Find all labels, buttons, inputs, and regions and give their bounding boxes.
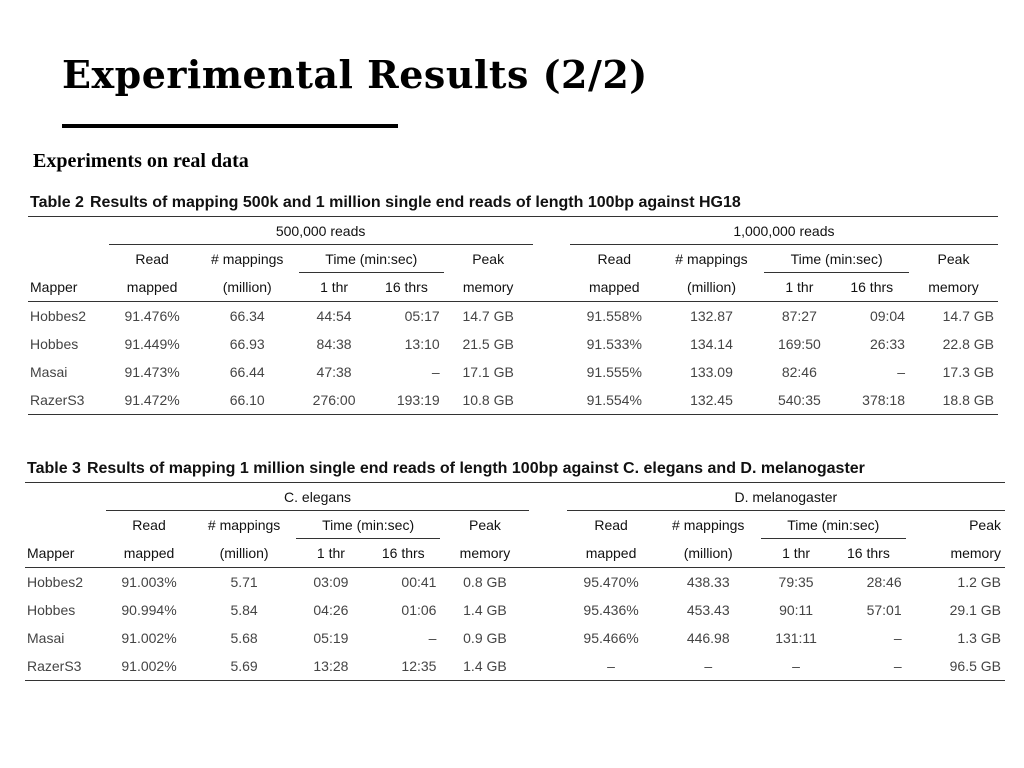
table-3 [25, 460, 1005, 681]
table-cell: 14.7 GB [462, 308, 514, 324]
table-2-mapper-header: Mapper [28, 273, 109, 302]
table-cell: 91.449% [124, 336, 180, 352]
table-cell: 90:11 [779, 602, 814, 618]
table-cell: 91.003% [121, 574, 177, 590]
table-cell: 438.33 [686, 574, 730, 590]
table-cell: 22.8 GB [942, 336, 994, 352]
table-cell: 13:10 [404, 336, 440, 352]
table-cell: 82:46 [781, 364, 817, 380]
table-row [28, 330, 998, 358]
table-2-million-header: (million) [196, 273, 299, 302]
table-cell: – [761, 652, 831, 681]
table-cell: 133.09 [690, 364, 733, 380]
mapper-cell: Hobbes2 [27, 574, 84, 590]
table-cell: 12:35 [366, 652, 440, 681]
table-cell: 453.43 [686, 602, 730, 618]
table-cell: 91.473% [124, 364, 180, 380]
table-cell: 5.71 [230, 574, 258, 590]
table-3-time-header: Time (min:sec) [761, 511, 906, 539]
table-cell: 95.436% [583, 602, 639, 618]
table-cell: – [831, 652, 905, 681]
table-cell: 17.3 GB [942, 364, 994, 380]
table-cell: 91.558% [586, 308, 642, 324]
table-3-caption [27, 460, 1005, 478]
table-2-time-header: Time (min:sec) [764, 245, 909, 273]
table-3-memory-header: memory [906, 539, 1005, 568]
table-2 [28, 194, 998, 415]
table-3-subheader-row [25, 511, 1005, 539]
table-cell: 0.8 GB [463, 574, 507, 590]
table-2-million-header: (million) [659, 273, 764, 302]
table-row [25, 568, 1005, 597]
table-2-caption [30, 194, 998, 212]
table-2-memory-header: memory [444, 273, 533, 302]
table-3-mapped-header: mapped [567, 539, 656, 568]
table-2-column-row [28, 273, 998, 302]
table-2-mappings-header: # mappings [211, 250, 284, 267]
table-3-caption-text: Results of mapping 1 million single end reads of length 100bp against C. elegans and D. melanogaster [86, 460, 865, 477]
table-2-memory-header: memory [909, 273, 998, 302]
table-3-group-1: C. elegans [106, 483, 530, 511]
table-2-peak-header: Peak [472, 250, 505, 267]
table-cell: 26:33 [869, 336, 905, 352]
table-cell: 29.1 GB [949, 602, 1001, 618]
table-cell: 169:50 [777, 336, 821, 352]
table-cell: 0.9 GB [463, 630, 507, 646]
mapper-cell: Hobbes [27, 602, 76, 618]
table-3-label: Table 3 [27, 460, 81, 477]
table-3-group-2: D. melanogaster [567, 483, 1005, 511]
table-2-group-1: 500,000 reads [109, 217, 533, 245]
table-cell: 1.3 GB [957, 630, 1001, 646]
table-cell: 05:17 [404, 308, 440, 324]
table-cell: 66.34 [229, 308, 265, 324]
table-cell: 276:00 [299, 386, 369, 415]
table-row [28, 386, 998, 415]
table-3-mappings-header: # mappings [207, 516, 281, 533]
table-cell: 131:11 [775, 630, 817, 646]
mapper-cell: Hobbes2 [30, 308, 87, 324]
table-cell: – [893, 630, 902, 646]
table-2-time-header: Time (min:sec) [299, 245, 444, 273]
table-cell: 91.554% [570, 386, 659, 415]
table-cell: 03:09 [313, 574, 349, 590]
table-cell: 95.470% [583, 574, 639, 590]
table-cell: 1.4 GB [463, 602, 507, 618]
table-2-16thrs-header: 16 thrs [835, 273, 909, 302]
table-cell: 91.533% [586, 336, 642, 352]
table-3-16thrs-header: 16 thrs [366, 539, 440, 568]
table-cell: 1.2 GB [957, 574, 1001, 590]
table-cell: 95.466% [583, 630, 639, 646]
table-3-1thr-header: 1 thr [296, 539, 366, 568]
table-3-peak-header: Peak [969, 516, 1001, 533]
table-cell: 132.45 [659, 386, 764, 415]
table-cell: – [897, 364, 905, 380]
table-cell: 21.5 GB [462, 336, 514, 352]
table-3-read-header: Read [132, 516, 166, 533]
table-2-16thrs-header: 16 thrs [369, 273, 443, 302]
table-3-million-header: (million) [192, 539, 295, 568]
title-underline [62, 124, 398, 128]
table-cell: 47:38 [316, 364, 352, 380]
table-3-read-header: Read [594, 516, 628, 533]
slide-subtitle: Experiments on real data [33, 150, 249, 172]
table-row [25, 652, 1005, 681]
table-cell: 28:46 [866, 574, 902, 590]
table-cell: 84:38 [316, 336, 352, 352]
table-cell: 66.10 [196, 386, 299, 415]
table-2-group-row [28, 217, 998, 245]
table-cell: 00:41 [401, 574, 437, 590]
table-2-peak-header: Peak [937, 250, 970, 267]
table-cell: 14.7 GB [942, 308, 994, 324]
table-cell: 134.14 [690, 336, 733, 352]
table-cell: 01:06 [401, 602, 437, 618]
table-cell: – [431, 364, 440, 380]
table-cell: 17.1 GB [462, 364, 514, 380]
table-cell: 91.002% [121, 630, 177, 646]
table-3-million-header: (million) [656, 539, 761, 568]
table-cell: 1.4 GB [440, 652, 529, 681]
table-cell: – [567, 652, 656, 681]
mapper-cell: Hobbes [30, 336, 79, 352]
table-cell: 5.84 [230, 602, 258, 618]
table-2-grid [28, 216, 998, 415]
table-cell: 193:19 [369, 386, 443, 415]
table-cell: 44:54 [316, 308, 352, 324]
table-cell: 79:35 [778, 574, 814, 590]
table-cell: 13:28 [296, 652, 366, 681]
table-cell: 09:04 [869, 308, 905, 324]
table-2-label: Table 2 [30, 194, 84, 211]
table-2-1thr-header: 1 thr [299, 273, 369, 302]
table-3-column-row [25, 539, 1005, 568]
table-cell: 66.44 [229, 364, 265, 380]
table-3-grid [25, 482, 1005, 681]
table-3-16thrs-header: 16 thrs [831, 539, 905, 568]
table-cell: 378:18 [835, 386, 909, 415]
table-3-mapper-header: Mapper [25, 539, 106, 568]
table-cell: 91.555% [586, 364, 642, 380]
table-2-mapped-header: mapped [109, 273, 196, 302]
table-cell: 91.476% [124, 308, 180, 324]
table-cell: 96.5 GB [906, 652, 1005, 681]
table-cell: 18.8 GB [909, 386, 998, 415]
mapper-cell: RazerS3 [25, 652, 106, 681]
table-cell: 66.93 [229, 336, 265, 352]
table-3-memory-header: memory [440, 539, 529, 568]
table-3-time-header: Time (min:sec) [296, 511, 441, 539]
table-cell: 90.994% [121, 602, 177, 618]
mapper-cell: Masai [27, 630, 65, 646]
table-cell: 57:01 [866, 602, 902, 618]
table-row [25, 624, 1005, 652]
table-2-mapped-header: mapped [570, 273, 659, 302]
table-cell: 540:35 [764, 386, 834, 415]
table-3-mapped-header: mapped [106, 539, 193, 568]
table-2-read-header: Read [135, 250, 169, 267]
mapper-cell: Masai [30, 364, 68, 380]
table-3-1thr-header: 1 thr [761, 539, 831, 568]
table-2-1thr-header: 1 thr [764, 273, 834, 302]
table-cell: 87:27 [781, 308, 817, 324]
table-cell: 132.87 [690, 308, 733, 324]
table-cell: – [428, 630, 437, 646]
table-row [28, 358, 998, 386]
table-row [28, 302, 998, 331]
table-row [25, 596, 1005, 624]
table-2-caption-text: Results of mapping 500k and 1 million single end reads of length 100bp against HG18 [89, 194, 741, 211]
slide-title: Experimental Results (2/2) [62, 52, 648, 97]
table-cell: 04:26 [313, 602, 349, 618]
table-2-read-header: Read [597, 250, 632, 267]
table-cell: 5.69 [192, 652, 295, 681]
table-2-subheader-row [28, 245, 998, 273]
table-cell: 5.68 [230, 630, 258, 646]
table-cell: 91.472% [109, 386, 196, 415]
table-cell: 446.98 [686, 630, 730, 646]
table-3-peak-header: Peak [468, 516, 501, 533]
table-cell: 91.002% [106, 652, 193, 681]
table-2-group-2: 1,000,000 reads [570, 217, 998, 245]
table-cell: 05:19 [313, 630, 349, 646]
table-3-group-row [25, 483, 1005, 511]
mapper-cell: RazerS3 [28, 386, 109, 415]
table-2-mappings-header: # mappings [675, 250, 748, 267]
table-cell: – [656, 652, 761, 681]
table-cell: 10.8 GB [444, 386, 533, 415]
table-3-mappings-header: # mappings [672, 516, 745, 533]
